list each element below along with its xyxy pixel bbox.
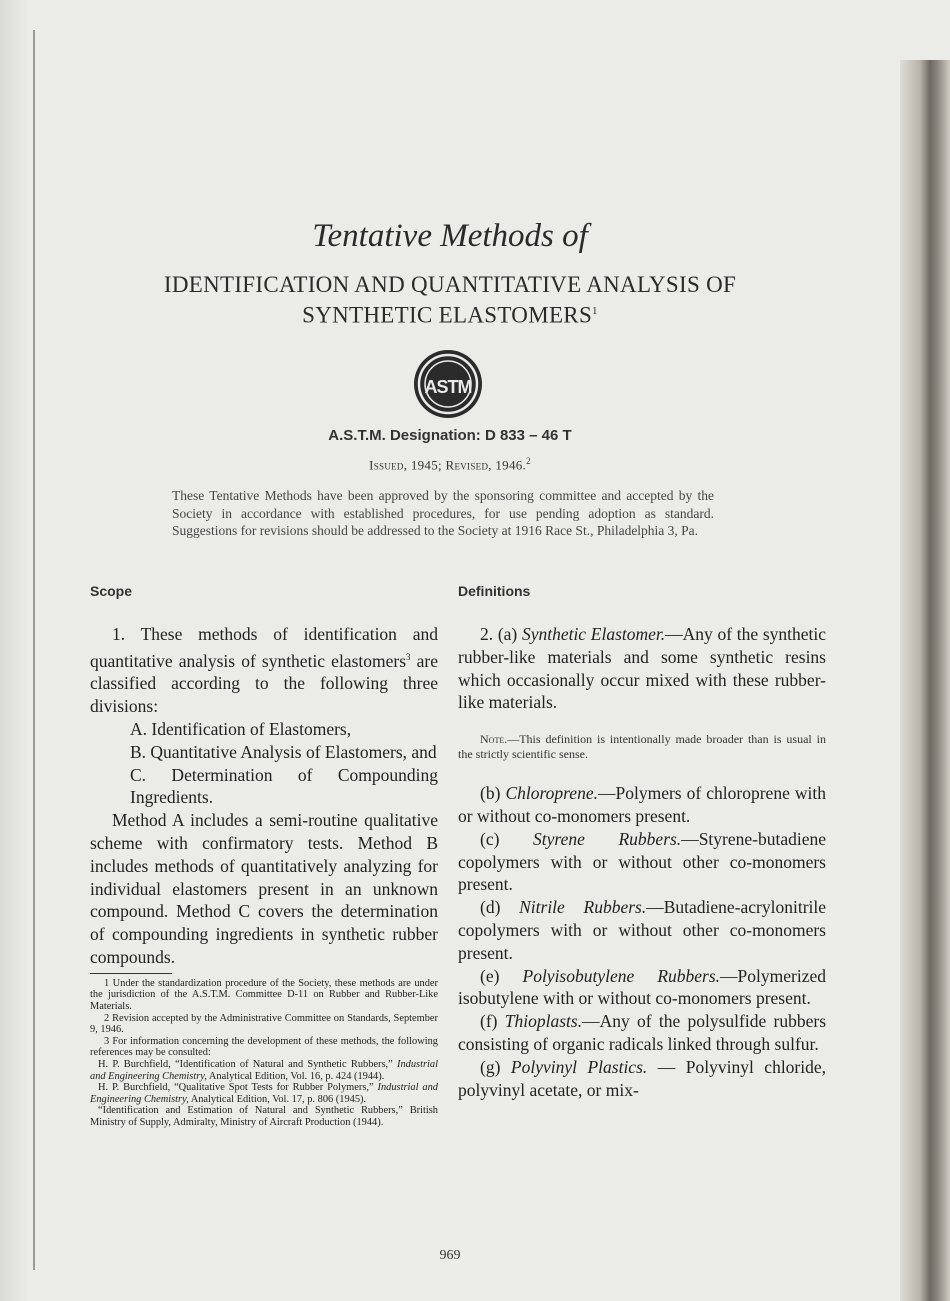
page-edge-shadow (900, 60, 950, 1301)
division-a: A. Identification of Elastomers, (130, 719, 352, 740)
ref2-journal: Industrial and Engineering Chemistry, (90, 1082, 438, 1105)
note-label: Note. (480, 732, 508, 747)
footnote-2: 2 Revision accepted by the Administrative Committee on Standards, September 9, 1946. (90, 1012, 438, 1036)
logo-lettering: ASTM (424, 377, 472, 397)
definition-d-text: —Butadiene-acrylonitrile copolymers with or without other co-monomers present. (458, 897, 827, 963)
right-column (458, 583, 826, 1101)
definition-f-label: (f) (480, 1011, 505, 1032)
definition-a-term: Synthetic Elastomer. (521, 624, 666, 644)
issued-revised (0, 456, 900, 473)
definition-c-label: (c) (480, 828, 534, 849)
definition-b-label: (b) (480, 783, 506, 804)
definition-a (458, 623, 826, 714)
definition-g-term: Polyvinyl Plastics. (510, 1056, 648, 1077)
ref1-start: H. P. Burchfield, “Identification of Natural and Synthetic Rubbers,” (98, 1058, 397, 1070)
scope-paragraph-1 (90, 623, 438, 718)
definition-f (458, 1010, 826, 1056)
definition-g-label: (g) (480, 1056, 511, 1077)
footnote-reference-1 (90, 1059, 438, 1082)
definition-e-text: —Polymerized isobutylene with or without co-monomers present. (458, 965, 826, 1009)
footnote-reference-2 (90, 1082, 438, 1105)
division-c: C. Determination of Compounding Ingredients. (130, 764, 438, 808)
definition-d (458, 896, 826, 964)
definition-f-term: Thioplasts. (504, 1011, 583, 1032)
document-title: Tentative Methods of (312, 218, 588, 254)
definition-e-label: (e) (480, 965, 523, 986)
scope-paragraph-2: Method A includes a semi-routine qualitative scheme with confirmatory tests. Method B includes methods of quantitatively analyzing for individual elastomers present in an unknown compound. Method C covers the determination of compounding ingredients in synthetic rubber compounds. (90, 810, 438, 967)
ref1-journal: Industrial and Engineering Chemistry, (90, 1058, 438, 1082)
issued-text: Issued, 1945; Revised, 1946. (369, 457, 527, 473)
footnote-mark-1: 1 (592, 305, 598, 317)
scope-heading: Scope (90, 583, 133, 599)
division-b: B. Quantitative Analysis of Elastomers, and (130, 741, 437, 762)
definition-e-term: Polyisobutylene Rubbers. (522, 965, 721, 986)
definition-d-label: (d) (480, 897, 520, 918)
left-column (90, 583, 438, 1129)
ref2-start: H. P. Burchfield, “Qualitative Spot Tests for Rubber Polymers,” (98, 1082, 378, 1094)
footnote-divider (90, 973, 172, 974)
subtitle-line-2-text: SYNTHETIC ELASTOMERS (302, 302, 593, 328)
ref1-end: Analytical Edition, Vol. 16, p. 424 (1944). (206, 1070, 385, 1082)
subtitle-line-1: IDENTIFICATION AND QUANTITATIVE ANALYSIS OF (163, 272, 737, 297)
definition-d-term: Nitrile Rubbers. (519, 897, 647, 918)
designation: A.S.T.M. Designation: D 833 – 46 T (328, 427, 572, 444)
subtitle-line-2 (60, 298, 840, 329)
page-binding-shadow (0, 0, 30, 1301)
note-text: —This definition is intentionally made broader than is usual in the strictly scientific sense. (458, 732, 826, 762)
definitions-heading: Definitions (458, 583, 531, 599)
astm-logo-icon (412, 348, 484, 420)
definition-b (458, 782, 826, 828)
page-binding-line (33, 30, 35, 1270)
definition-note (458, 732, 826, 762)
approval-notice: These Tentative Methods have been approved by the sponsoring committee and accepted by the Society in accordance with established procedures, for use pending adoption as standard. Suggestions for revisions should be addressed to the Society at 1916 Race St., Philadelphia 3, Pa. (172, 488, 714, 538)
definition-b-text: —Polymers of chloroprene with or without co-monomers present. (458, 783, 826, 826)
footnote-3: 3 For information concerning the development of these methods, the following references may be consulted: (90, 1035, 438, 1059)
footnote-reference-3: “Identification and Estimation of Natural and Synthetic Rubbers,” British Ministry of Supply, Admiralty, Ministry of Aircraft Production (1944). (90, 1105, 438, 1128)
definition-c (458, 828, 826, 896)
document-subtitle (60, 272, 840, 329)
footnote-1: 1 Under the standardization procedure of the Society, these methods are under the jurisdiction of the A.S.T.M. Committee D-11 on Rubber and Rubber-Like Materials. (90, 977, 438, 1012)
definition-c-text: —Styrene-butadiene copolymers with or without other co-monomers present. (458, 828, 826, 895)
definition-a-text: —Any of the synthetic rubber-like materials and some synthetic resins which occasionally occur mixed with these rubber-like materials. (458, 624, 827, 713)
definition-g-text: — Polyvinyl chloride, polyvinyl acetate, or mix- (458, 1056, 827, 1100)
footnote-mark-3: 3 (406, 651, 411, 662)
definition-f-text: —Any of the polysulfide rubbers consisting of organic radicals linked through sulfur. (458, 1011, 827, 1054)
page-number: 969 (439, 1248, 461, 1263)
definition-a-label: 2. (a) (480, 624, 522, 644)
definition-b-term: Chloroprene. (505, 783, 598, 804)
footnote-mark-2: 2 (526, 456, 531, 466)
ref2-end: Analytical Edition, Vol. 17, p. 806 (1945). (188, 1093, 367, 1105)
definition-e (458, 965, 826, 1011)
definition-g (458, 1056, 826, 1102)
scope-para1-start: 1. These methods of identification and quantitative analysis of synthetic elastomers (90, 624, 438, 671)
scope-para1-end: are classified according to the following three divisions: (90, 650, 438, 717)
definition-c-term: Styrene Rubbers. (533, 828, 682, 849)
